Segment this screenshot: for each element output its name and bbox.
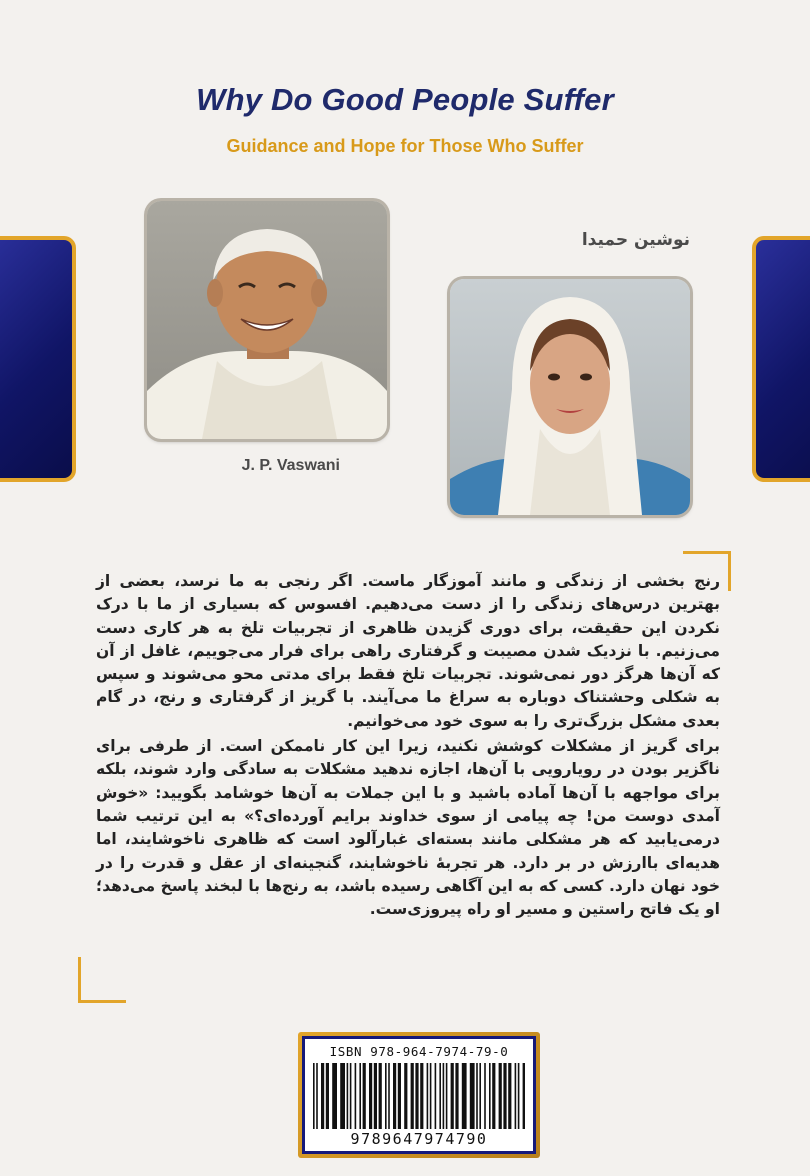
blurb-paragraph-2: برای گریز از مشکلات کوشش نکنید، زیرا این کار ناممکن است. از طرفی برای ناگزیر بودن در رویارویی با آن‌ها، اجازه ندهید مشکلات به سادگی وارد شوند، بلکه برای مواجهه با آن‌ها آماده باشید و با این جملات به آن‌ها خوشامد بگویید: «خوش آمدی دوست من! چه پیامی از سوی خداوند برایم آورده‌ای؟» به این ترتیب شما درمی‌یابید که هر مشکلی مانند بسته‌ای غبارآلود است که ظاهری ناخوشایند، اما هدیه‌ای باارزش در بر دارد. هر تجربهٔ ناخوشایند، گنجینه‌ای از عقل و قدرت را در خود نهان دارد. کسی که به این آگاهی رسیده باشد، به رنج‌ها با لبخند پاسخ می‌دهد؛ او یک فاتح راستین و مسیر او راه پیروزی‌ست. bbox=[96, 737, 720, 919]
barcode-bar bbox=[388, 1063, 390, 1129]
barcode-bar bbox=[385, 1063, 387, 1129]
blurb-paragraph-1: رنج بخشی از زندگی و مانند آموزگار ماست. اگر رنجی به ما نرسد، بعضی از بهترین درس‌های زندگی را از دست می‌دهیم. افسوس که بسیاری از ما با درک نکردن این حقیقت، برای دوری گزیدن ظاهری از تجربیات تلخ به هر کاری دست می‌زنیم. با نزدیک شدن مصیبت و گرفتاری راهی برای فرار می‌جوییم، غافل از آن که آن‌ها هرگز دور نمی‌شوند. تجربیات تلخ فقط برای مدتی محو می‌شوند و سپس به شکلی وحشتناک دوباره به سراغ ما می‌آیند. با گریز از گرفتاری و رنج، در گام بعدی مشکل بزرگ‌تری را به سوی خود می‌خوانیم. bbox=[96, 572, 720, 730]
ean-number: 9789647974790 bbox=[350, 1130, 488, 1148]
barcode-bar bbox=[492, 1063, 495, 1129]
barcode-bar bbox=[355, 1063, 357, 1129]
left-decorative-tab bbox=[0, 236, 76, 482]
barcode-bar bbox=[316, 1063, 318, 1129]
barcode-bar bbox=[427, 1063, 429, 1129]
bottom-left-corner-bracket bbox=[78, 957, 126, 1003]
barcode-bar bbox=[313, 1063, 315, 1129]
barcode-bar bbox=[439, 1063, 441, 1129]
barcode-bar bbox=[369, 1063, 372, 1129]
barcode-bar bbox=[476, 1063, 478, 1129]
barcode-bar bbox=[484, 1063, 486, 1129]
right-decorative-tab bbox=[752, 236, 810, 482]
book-title: Why Do Good People Suffer bbox=[196, 82, 614, 117]
barcode-frame bbox=[298, 1032, 540, 1158]
barcode-bar bbox=[518, 1063, 520, 1129]
barcode-bar bbox=[404, 1063, 407, 1129]
barcode-bar bbox=[489, 1063, 491, 1129]
barcode-bar bbox=[446, 1063, 448, 1129]
barcode-bar bbox=[321, 1063, 324, 1129]
barcode bbox=[302, 1036, 536, 1154]
blurb-text bbox=[96, 570, 720, 923]
barcode-bar bbox=[332, 1063, 337, 1129]
barcode-bar bbox=[363, 1063, 366, 1129]
barcode-bar bbox=[411, 1063, 414, 1129]
barcode-bar bbox=[523, 1063, 525, 1129]
barcode-bar bbox=[515, 1063, 517, 1129]
barcode-bar bbox=[462, 1063, 467, 1129]
barcode-bar bbox=[347, 1063, 349, 1129]
barcode-bar bbox=[420, 1063, 423, 1129]
barcode-bar bbox=[415, 1063, 418, 1129]
barcode-bar bbox=[435, 1063, 437, 1129]
barcode-bar bbox=[393, 1063, 396, 1129]
barcode-bar bbox=[350, 1063, 352, 1129]
author-photo bbox=[147, 201, 387, 439]
translator-photo bbox=[450, 279, 690, 515]
barcode-bar bbox=[430, 1063, 432, 1129]
barcode-bar bbox=[470, 1063, 475, 1129]
barcode-bar bbox=[503, 1063, 506, 1129]
translator-name: نوشین حمیدا bbox=[581, 230, 690, 250]
isbn-text: ISBN 978-964-7974-79-0 bbox=[329, 1044, 509, 1059]
barcode-bar bbox=[479, 1063, 481, 1129]
author-name: J. P. Vaswani bbox=[241, 457, 340, 474]
barcode-bar bbox=[455, 1063, 458, 1129]
book-subtitle: Guidance and Hope for Those Who Suffer bbox=[226, 136, 584, 156]
barcode-bar bbox=[359, 1063, 361, 1129]
barcode-bar bbox=[374, 1063, 377, 1129]
barcode-bar bbox=[508, 1063, 511, 1129]
barcode-bar bbox=[398, 1063, 401, 1129]
barcode-bar bbox=[443, 1063, 445, 1129]
barcode-bars bbox=[313, 1063, 525, 1129]
barcode-bar bbox=[379, 1063, 382, 1129]
barcode-bar bbox=[326, 1063, 329, 1129]
barcode-bar bbox=[451, 1063, 454, 1129]
barcode-bar bbox=[340, 1063, 345, 1129]
barcode-bar bbox=[499, 1063, 502, 1129]
